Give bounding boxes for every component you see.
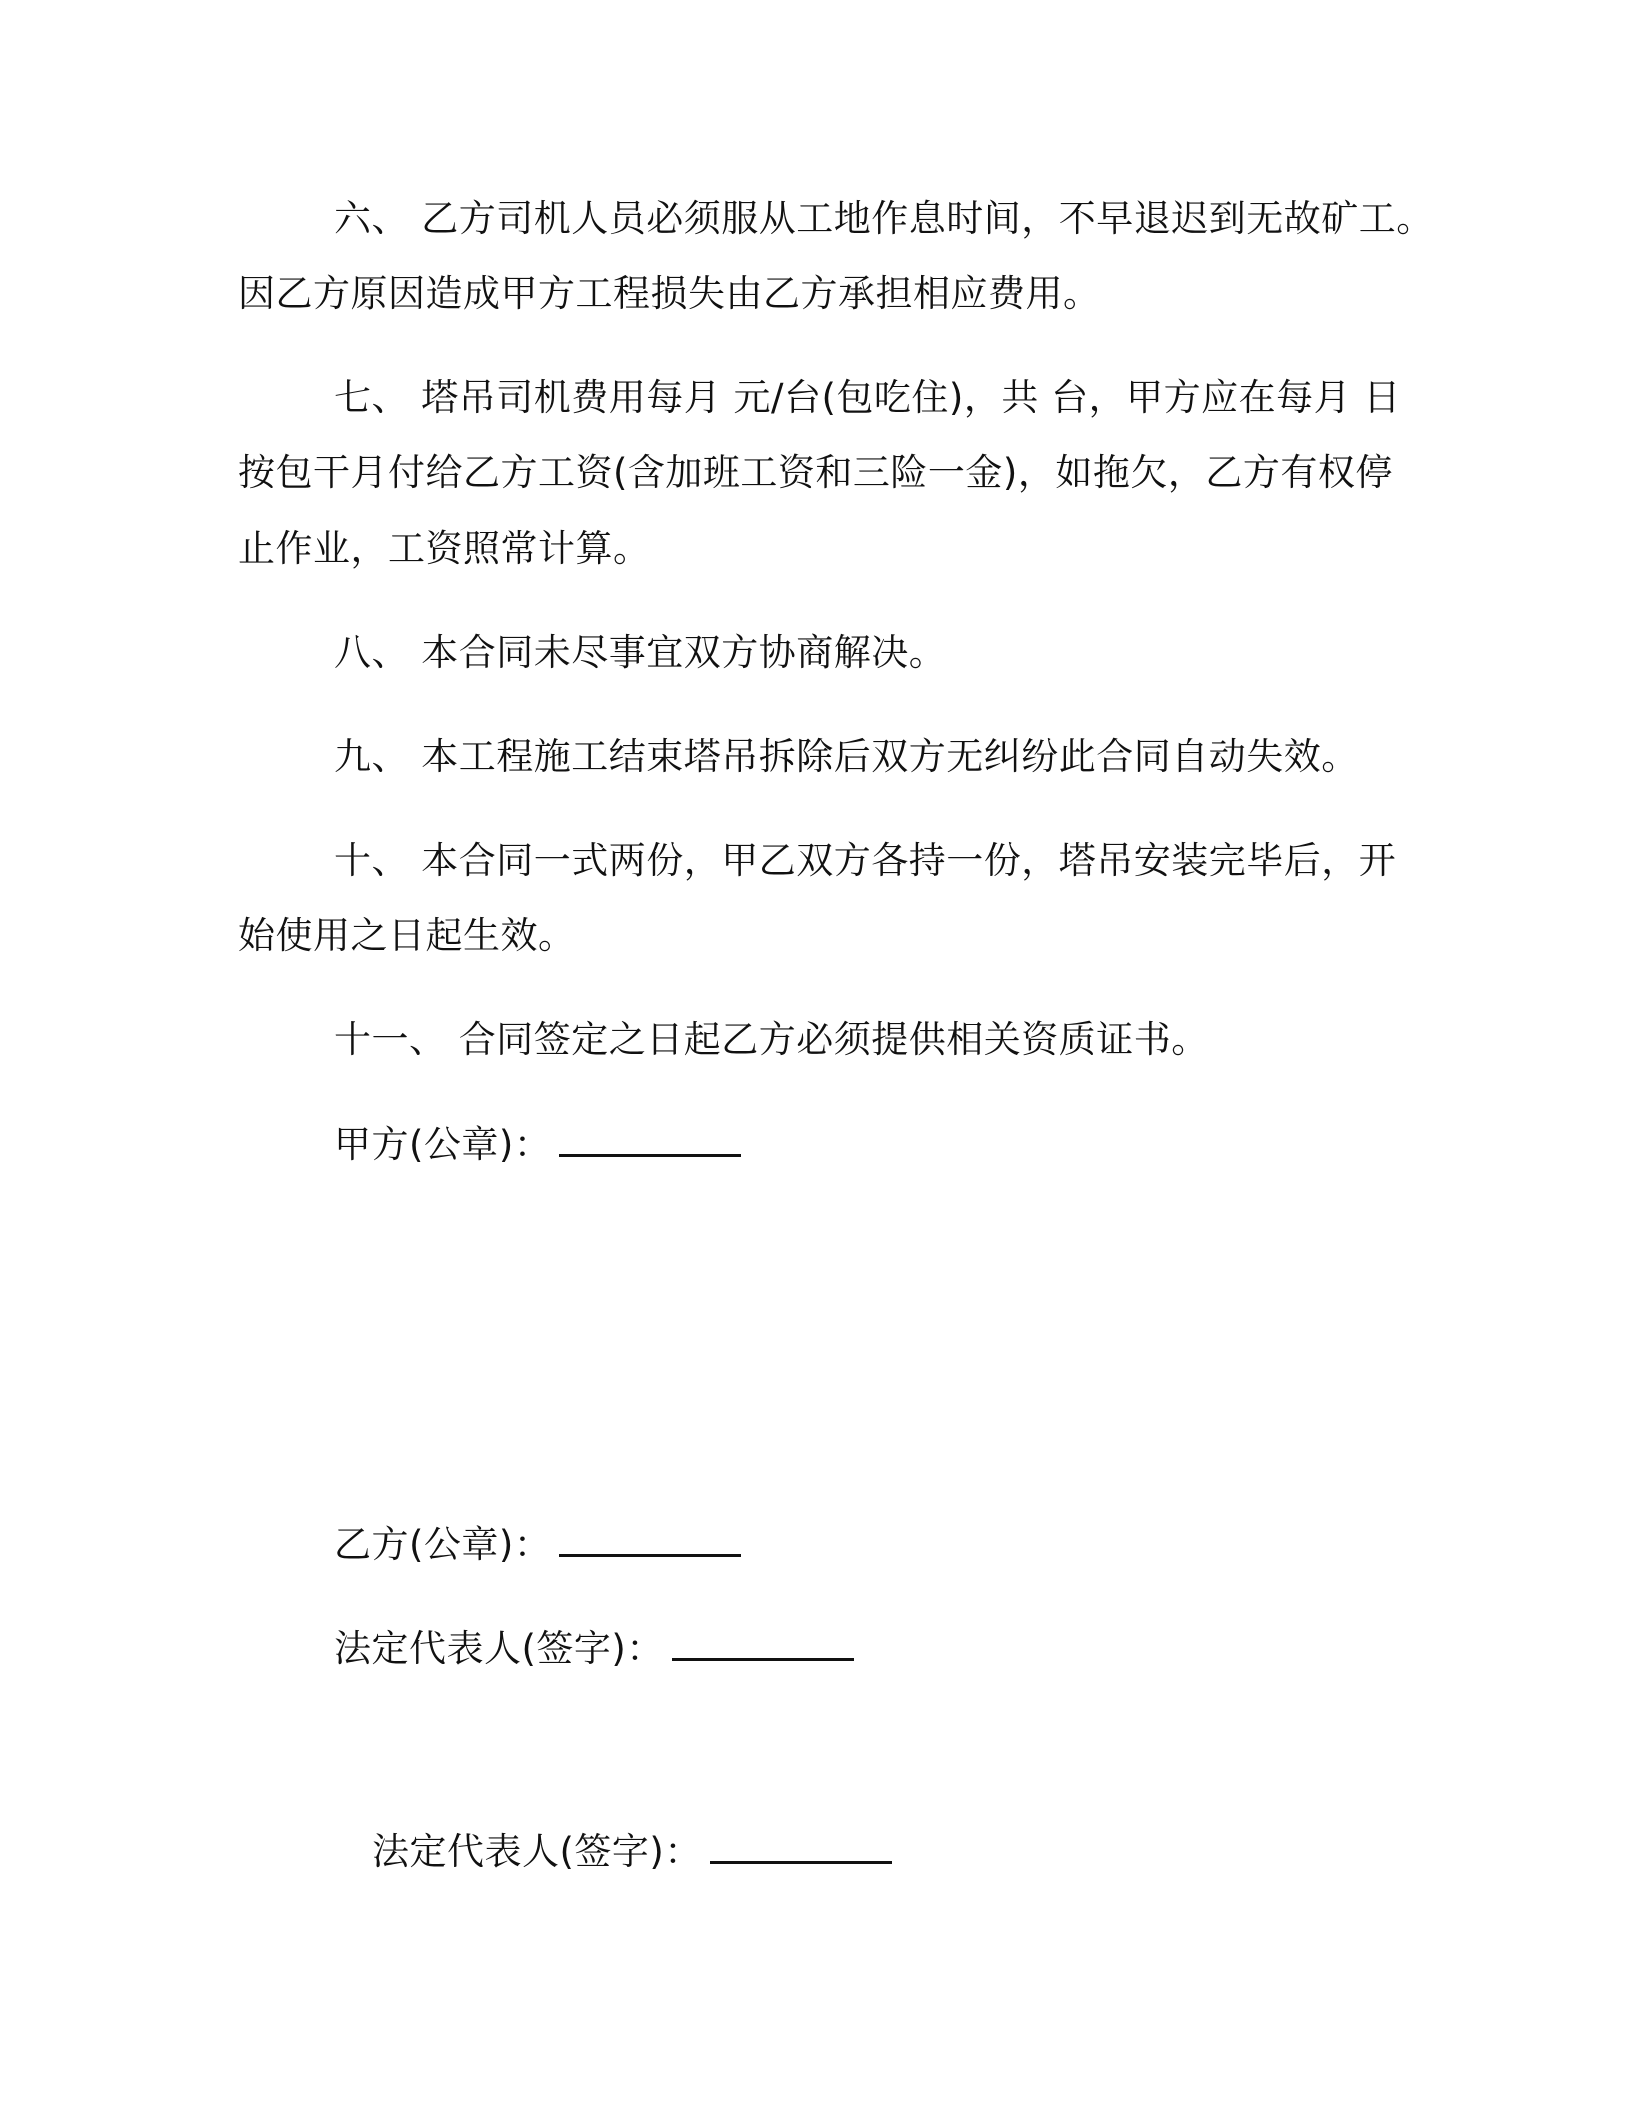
clause-11-line-1: 十一、 合同签定之日起乙方必须提供相关资质证书。 (334, 1018, 1209, 1061)
signature-party-a-label: 甲方(公章)： (334, 1123, 552, 1166)
clause-6-line-2: 因乙方原因造成甲方工程损失由乙方承担相应费用。 (238, 272, 1101, 315)
signature-party-a-blank[interactable] (559, 1120, 741, 1157)
clause-9-line-1: 九、 本工程施工结束塔吊拆除后双方无纠纷此合同自动失效。 (334, 735, 1359, 778)
clause-10-line-2: 始使用之日起生效。 (238, 914, 576, 957)
signature-legal-rep-2 (372, 1826, 892, 1878)
clause-7-line-3: 止作业，工资照常计算。 (238, 527, 651, 570)
signature-party-b (334, 1519, 741, 1571)
signature-party-b-label: 乙方(公章)： (334, 1523, 552, 1566)
clause-7-line-1: 七、 塔吊司机费用每月 元/台(包吃住)，共 台，甲方应在每月 日 (334, 376, 1401, 419)
signature-party-b-blank[interactable] (559, 1520, 741, 1557)
clause-6-line-1: 六、 乙方司机人员必须服从工地作息时间，不早退迟到无故矿工。 (334, 197, 1434, 240)
signature-legal-rep-2-label: 法定代表人(签字)： (372, 1830, 702, 1873)
signature-legal-rep-2-blank[interactable] (710, 1827, 892, 1864)
clause-10-line-1: 十、 本合同一式两份，甲乙双方各持一份，塔吊安装完毕后，开 (334, 839, 1397, 882)
signature-legal-rep-1 (334, 1623, 854, 1675)
signature-legal-rep-1-label: 法定代表人(签字)： (334, 1627, 664, 1670)
signature-legal-rep-1-blank[interactable] (672, 1624, 854, 1661)
clause-8-line-1: 八、 本合同未尽事宜双方协商解决。 (334, 631, 947, 674)
clause-7-line-2: 按包干月付给乙方工资(含加班工资和三险一金)，如拖欠，乙方有权停 (238, 451, 1393, 494)
signature-party-a (334, 1119, 741, 1171)
